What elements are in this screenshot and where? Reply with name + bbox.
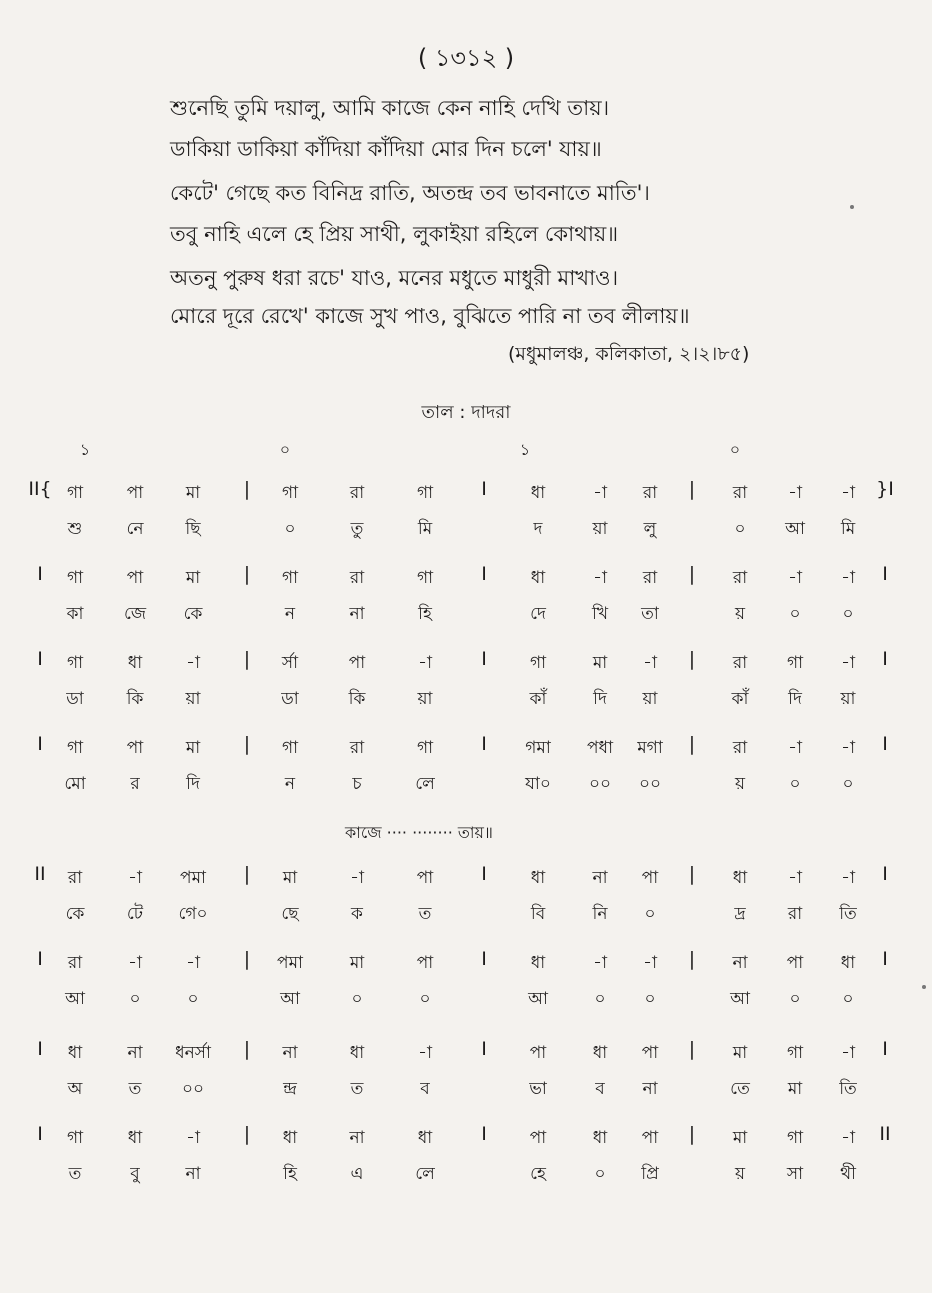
swara-note: রা [349,483,365,503]
lyric-syllable: দি [186,774,200,794]
lyric-syllable: ০ [419,989,431,1009]
lyric-syllable: রা [787,904,803,924]
bar-line: | [688,648,696,670]
swara-note: ধা [127,1128,143,1148]
swara-note: রা [349,568,365,588]
bar-line: | [243,863,251,885]
lyric-syllable: ত [128,1079,142,1099]
lyric-syllable: ভা [529,1079,547,1099]
lyric-syllable: হি [418,604,432,624]
lyric-syllable: হে [530,1164,546,1184]
swara-note: গা [416,483,434,503]
tala-heading: তাল : দাদরা [421,402,511,423]
lyric-syllable: ব [595,1079,605,1099]
swara-note: গা [66,1128,84,1148]
swara-note: মা [732,1128,748,1148]
lyric-syllable: গে০ [178,904,208,924]
lyric-syllable: য়া [185,689,201,709]
swara-note: মা [185,568,201,588]
bar-line: | [243,733,251,755]
lyric-syllable: সা [786,1164,804,1184]
lyric-syllable: ব [420,1079,430,1099]
lyric-syllable: ডা [281,689,299,709]
bar-line: I [481,478,487,500]
row-start-bar: II [34,863,46,885]
swara-note: রা [349,738,365,758]
swara-note: পা [348,653,366,673]
lyric-syllable: ০ [789,989,801,1009]
lyric-syllable: ত [350,1079,364,1099]
lyric-syllable: ০০ [588,774,612,794]
lyric-syllable: হি [283,1164,297,1184]
lyric-syllable: ০ [187,989,199,1009]
lyric-syllable: বু [130,1164,140,1184]
swara-note: ধা [530,483,546,503]
swara-note: রা [642,483,658,503]
lyric-syllable: ০ [351,989,363,1009]
swara-note: রা [732,568,748,588]
lyric-syllable: ০ [842,604,854,624]
swara-note: ধা [530,568,546,588]
lyric-syllable: লু [643,519,657,539]
swara-note: গা [529,653,547,673]
bar-line: | [688,563,696,585]
swara-note: ধা [840,953,856,973]
swara-note: গমা [525,738,551,758]
row-end-bar: I [882,948,888,970]
swara-note: পমা [180,868,206,888]
lyric-syllable: য় [734,604,746,624]
lyric-syllable: ক [351,904,363,924]
swara-note: না [127,1043,143,1063]
lyric-syllable: থী [840,1164,856,1184]
swara-note: মা [732,1043,748,1063]
lyric-syllable: ন্দ্র [283,1079,297,1099]
lyric-syllable: খি [591,604,609,624]
swara-note: -া [593,483,607,503]
swara-note: না [592,868,608,888]
swara-note: -া [841,1043,855,1063]
bar-line: I [481,648,487,670]
swara-note: -া [418,1043,432,1063]
bar-line: I [481,1123,487,1145]
verse-line: কেটে' গেছে কত বিনিদ্র রাতি, অতন্দ্র তব ভাবনাতে মাতি'। [170,181,650,205]
lyric-syllable: ০ [284,519,296,539]
swara-note: পা [416,868,434,888]
beat-marker: ০ [729,440,741,459]
swara-note: -া [186,953,200,973]
swara-note: -া [593,568,607,588]
swara-note: -া [593,953,607,973]
row-start-bar: I [37,733,43,755]
swara-note: ধা [417,1128,433,1148]
lyric-syllable: র [130,774,140,794]
swara-note: ধা [592,1128,608,1148]
swara-note: -া [643,653,657,673]
lyric-syllable: ০ [842,989,854,1009]
lyric-syllable: ন [284,604,296,624]
row-end-bar: I [882,733,888,755]
swara-note: রা [67,868,83,888]
lyric-syllable: মা [787,1079,803,1099]
lyric-syllable: না [642,1079,658,1099]
swara-note: পা [126,738,144,758]
beat-marker: ০ [279,440,291,459]
swara-note: -া [186,1128,200,1148]
lyric-syllable: তু [350,519,364,539]
lyric-syllable: কাঁ [731,689,749,709]
bar-line: | [688,1123,696,1145]
swara-note: রা [732,483,748,503]
swara-note: গা [786,653,804,673]
lyric-syllable: চ [352,774,362,794]
verse-line: মোরে দূরে রেখে' কাজে সুখ পাও, বুঝিতে পারি না তব লীলায়॥ [170,304,690,328]
lyric-syllable: য় [734,1164,746,1184]
lyric-syllable: য় [734,774,746,794]
swara-note: রা [642,568,658,588]
swara-note: গা [66,738,84,758]
swara-note: পা [529,1128,547,1148]
lyric-syllable: মি [840,519,856,539]
lyric-syllable: কাঁ [529,689,547,709]
swara-note: র্সা [281,653,299,673]
swara-note: -া [841,653,855,673]
row-start-bar: I [37,1123,43,1145]
lyric-syllable: আ [65,989,85,1009]
swara-note: পা [529,1043,547,1063]
lyric-syllable: ০ [129,989,141,1009]
swara-note: -া [788,738,802,758]
swara-note: গা [786,1128,804,1148]
swara-note: -া [128,953,142,973]
paper-speck [922,985,926,989]
bar-line: | [243,478,251,500]
swara-note: ধা [67,1043,83,1063]
bar-line: | [688,733,696,755]
lyric-syllable: দি [788,689,802,709]
swara-note: ধনর্সা [175,1043,211,1063]
swara-note: -া [418,653,432,673]
lyric-syllable: ত [68,1164,82,1184]
swara-note: মা [349,953,365,973]
verse-line: শুনেছি তুমি দয়ালু, আমি কাজে কেন নাহি দেখি তায়। [170,96,610,120]
swara-note: মা [185,483,201,503]
lyric-syllable: অ [67,1079,83,1099]
swara-note: পা [126,483,144,503]
swara-note: -া [788,868,802,888]
lyric-syllable: য়া [840,689,856,709]
lyric-syllable: ছে [281,904,299,924]
lyric-syllable: য়া [417,689,433,709]
lyric-syllable: মো [64,774,86,794]
bar-line: | [688,478,696,500]
swara-note: ধা [592,1043,608,1063]
lyric-syllable: আ [280,989,300,1009]
swara-note: গা [281,738,299,758]
row-end-bar: I [882,563,888,585]
swara-note: রা [732,653,748,673]
swara-note: গা [66,653,84,673]
bar-line: | [243,648,251,670]
swara-note: পা [416,953,434,973]
lyric-syllable: তা [641,604,659,624]
bar-line: | [243,1123,251,1145]
lyric-syllable: ০ [789,774,801,794]
lyric-syllable: ত [418,904,432,924]
lyric-syllable: তি [839,1079,857,1099]
row-start-bar: I [37,948,43,970]
swara-note: -া [788,568,802,588]
lyric-syllable: জে [123,604,147,624]
lyric-syllable: শু [67,519,83,539]
swara-note: পধা [587,738,613,758]
swara-note: গা [416,568,434,588]
lyric-syllable: লে [415,1164,435,1184]
lyric-syllable: ০ [594,989,606,1009]
bar-line: | [688,863,696,885]
bar-line: I [481,863,487,885]
swara-note: পা [126,568,144,588]
lyric-syllable: বি [530,904,546,924]
swara-note: রা [732,738,748,758]
swara-note: গা [66,568,84,588]
row-end-bar: I [882,648,888,670]
row-start-bar: I [37,1038,43,1060]
swara-note: ধা [530,953,546,973]
bar-line: | [688,1038,696,1060]
lyric-syllable: ০ [644,904,656,924]
lyric-syllable: আ [528,989,548,1009]
swara-note: -া [186,653,200,673]
bar-line: I [481,563,487,585]
bar-line: I [481,948,487,970]
lyric-syllable: লে [415,774,435,794]
bar-line: I [481,1038,487,1060]
swara-note: -া [841,1128,855,1148]
lyric-syllable: মি [417,519,433,539]
row-start-bar: I [37,648,43,670]
bar-line: | [243,563,251,585]
lyric-syllable: য়া [592,519,608,539]
swara-note: গা [786,1043,804,1063]
row-end-bar: I [882,863,888,885]
swara-note: -া [350,868,364,888]
lyric-syllable: ছি [185,519,201,539]
swara-note: মা [592,653,608,673]
swara-note: -া [841,568,855,588]
lyric-syllable: ০ [842,774,854,794]
lyric-syllable: কে [65,904,85,924]
continuation-note: কাজে ···· ········ তায়॥ [345,823,493,842]
lyric-syllable: কে [183,604,203,624]
swara-note: না [732,953,748,973]
swara-note: মা [185,738,201,758]
swara-note: মা [282,868,298,888]
swara-note: -া [841,483,855,503]
row-end-bar: I [882,1038,888,1060]
swara-note: -া [841,868,855,888]
lyric-syllable: কি [348,689,366,709]
swara-note: রা [67,953,83,973]
source-citation: (মধুমালঞ্চ, কলিকাতা, ২।২।৮৫) [508,343,750,365]
lyric-syllable: কা [66,604,84,624]
bar-line: | [243,948,251,970]
paper-speck [850,205,854,209]
row-end-bar: II [879,1123,891,1145]
lyric-syllable: টে [126,904,144,924]
swara-note: ধা [349,1043,365,1063]
swara-note: ধা [530,868,546,888]
lyric-syllable: ০ [734,519,746,539]
swara-note: ধা [282,1128,298,1148]
lyric-syllable: ০ [644,989,656,1009]
bar-line: I [481,733,487,755]
lyric-syllable: ০০ [638,774,662,794]
swara-note: গা [416,738,434,758]
lyric-syllable: আ [730,989,750,1009]
lyric-syllable: আ [785,519,805,539]
verse-line: তবু নাহি এলে হে প্রিয় সাথী, লুকাইয়া রহিলে কোথায়॥ [170,222,619,246]
swara-note: ধা [732,868,748,888]
swara-note: -া [643,953,657,973]
swara-note: না [349,1128,365,1148]
swara-note: গা [66,483,84,503]
row-end-bar: }I [876,478,894,500]
lyric-syllable: ন [284,774,296,794]
lyric-syllable: ০০ [181,1079,205,1099]
lyric-syllable: দি [593,689,607,709]
lyric-syllable: তে [730,1079,750,1099]
lyric-syllable: তি [839,904,857,924]
bar-line: | [688,948,696,970]
swara-note: গা [281,483,299,503]
lyric-syllable: ০ [594,1164,606,1184]
swara-note: -া [128,868,142,888]
swara-note: না [282,1043,298,1063]
lyric-syllable: দ্র [734,904,746,924]
lyric-syllable: কি [126,689,144,709]
lyric-syllable: দে [530,604,546,624]
bar-line: | [243,1038,251,1060]
lyric-syllable: এ [350,1164,364,1184]
lyric-syllable: ডা [66,689,84,709]
beat-marker: ১ [79,440,91,459]
row-start-bar: II{ [28,478,52,500]
beat-marker: ১ [519,440,531,459]
swara-note: মগা [637,738,663,758]
swara-note: গা [281,568,299,588]
lyric-syllable: দ [533,519,543,539]
verse-line: ডাকিয়া ডাকিয়া কাঁদিয়া কাঁদিয়া মোর দিন চলে' যায়॥ [170,137,602,161]
swara-note: পা [641,1128,659,1148]
page-number: ( ১৩১২ ) [417,44,515,72]
lyric-syllable: ০ [789,604,801,624]
lyric-syllable: যা০ [525,774,551,794]
swara-note: -া [788,483,802,503]
row-start-bar: I [37,563,43,585]
lyric-syllable: না [349,604,365,624]
swara-note: পমা [277,953,303,973]
lyric-syllable: নি [592,904,608,924]
swara-note: -া [841,738,855,758]
lyric-syllable: নে [126,519,144,539]
swara-note: পা [786,953,804,973]
lyric-syllable: প্রি [641,1164,659,1184]
lyric-syllable: না [185,1164,201,1184]
lyric-syllable: য়া [642,689,658,709]
verse-line: অতনু পুরুষ ধরা রচে' যাও, মনের মধুতে মাধুরী মাখাও। [170,266,619,290]
swara-note: পা [641,1043,659,1063]
swara-note: পা [641,868,659,888]
swara-note: ধা [127,653,143,673]
